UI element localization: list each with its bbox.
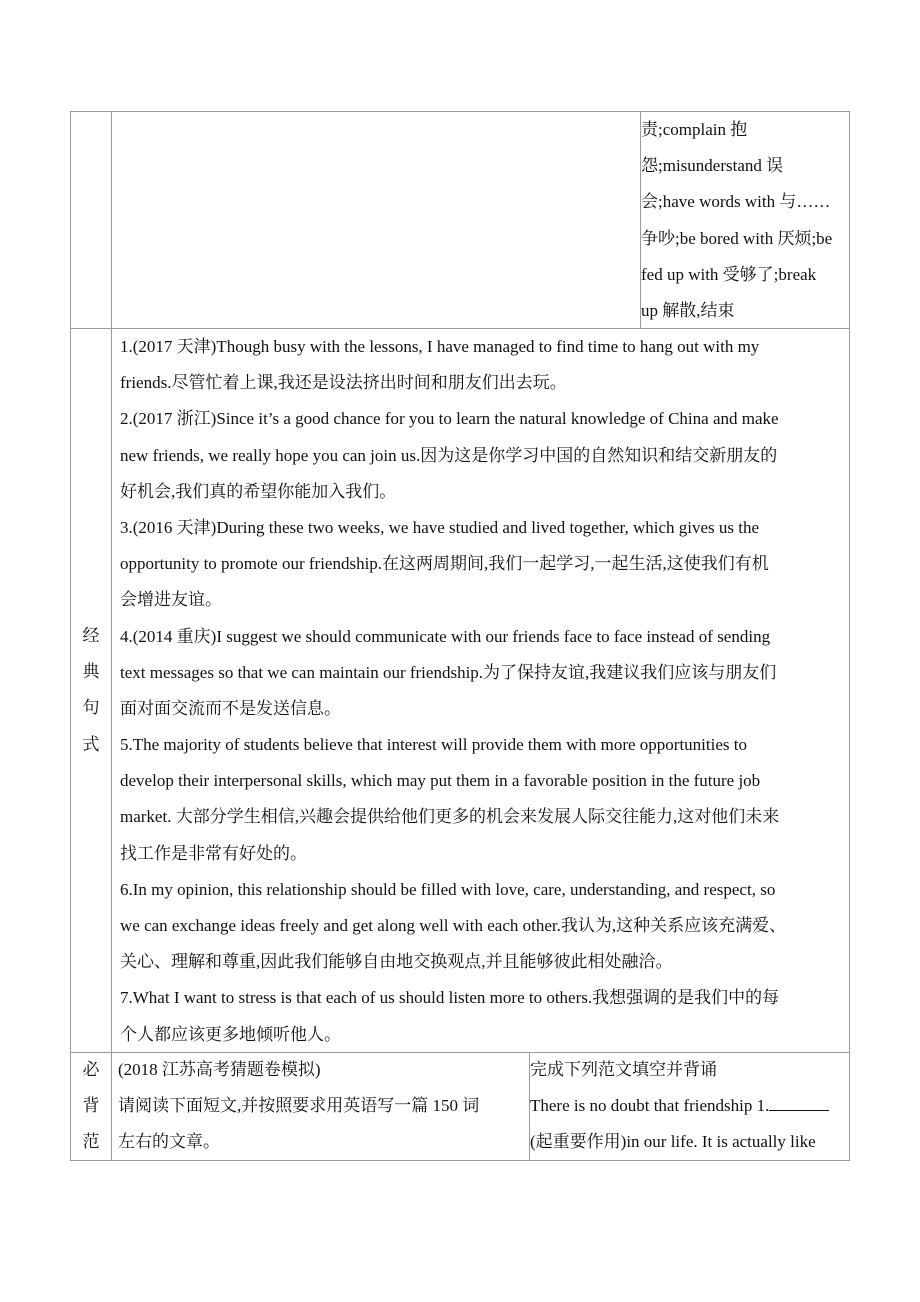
vocab-line: 争吵;be bored with 厌烦;be — [641, 228, 833, 248]
label-char: 典 — [82, 662, 100, 682]
label-column-divider — [111, 111, 112, 1161]
prompt-line: 请阅读下面短文,并按照要求用英语写一篇 150 词 — [118, 1096, 480, 1116]
vocab-line: fed up with 受够了;break — [641, 264, 817, 284]
section-label-model-essay — [71, 1052, 111, 1161]
label-char: 句 — [82, 698, 100, 718]
vocab-line: up 解散,结束 — [641, 300, 735, 320]
fill-blank-1[interactable] — [769, 1096, 829, 1111]
sentence-line: we can exchange ideas freely and get along well with each other.我认为,这种关系应该充满爱、 — [120, 916, 787, 935]
sentence-line: new friends, we really hope you can join us.因为这是你学习中国的自然知识和结交新朋友的 — [120, 445, 778, 465]
sentence-line: market. 大部分学生相信,兴趣会提供给他们更多的机会来发展人际交往能力,这对他们未来 — [120, 807, 780, 827]
fill-line-1 — [530, 1088, 850, 1124]
sentence-line: 关心、理解和尊重,因此我们能够自由地交换观点,并且能够彼此相处融洽。 — [120, 952, 673, 972]
vocab-cell — [641, 112, 853, 329]
sentence-line: 2.(2017 浙江)Since it’s a good chance for you to learn the natural knowledge of China and make — [120, 409, 779, 429]
label-char: 必 — [82, 1060, 100, 1079]
model-prompt-cell — [118, 1052, 528, 1161]
sentence-line: 找工作是非常有好处的。 — [120, 843, 307, 863]
fill-instruction: 完成下列范文填空并背诵 — [530, 1060, 717, 1079]
label-char: 经 — [82, 626, 100, 645]
fill-line-2: (起重要作用)in our life. It is actually like — [530, 1132, 816, 1152]
label-char: 范 — [82, 1132, 100, 1152]
model-fill-cell — [530, 1052, 850, 1161]
vocab-line: 会;have words with 与…… — [641, 192, 831, 212]
sentence-line: 好机会,我们真的希望你能加入我们。 — [120, 481, 397, 501]
sentence-line: opportunity to promote our friendship.在这两周期间,我们一起学习,一起生活,这使我们有机 — [120, 554, 769, 574]
sentence-line: 面对面交流而不是发送信息。 — [120, 698, 341, 718]
vocab-line: 怨;misunderstand 误 — [641, 156, 784, 176]
sentence-line: 3.(2016 天津)During these two weeks, we have studied and lived together, which gives us the — [120, 517, 760, 537]
vocab-line: 责;complain 抱 — [641, 120, 748, 139]
prompt-line: (2018 江苏高考猜题卷模拟) — [118, 1060, 321, 1079]
sentence-line: text messages so that we can maintain our friendship.为了保持友谊,我建议我们应该与朋友们 — [120, 662, 777, 682]
fill-text: There is no doubt that friendship 1. — [530, 1096, 770, 1116]
sentence-line: 5.The majority of students believe that interest will provide them with more opportunities to — [120, 735, 747, 755]
prompt-line: 左右的文章。 — [118, 1132, 220, 1152]
label-char: 背 — [82, 1096, 100, 1116]
sentence-line: 4.(2014 重庆)I suggest we should communicate with our friends face to face instead of sending — [120, 626, 771, 646]
sentence-line: 6.In my opinion, this relationship should be filled with love, care, understanding, and respect, so — [120, 879, 776, 899]
sentence-line: 1.(2017 天津)Though busy with the lessons, I have managed to find time to hang out with my — [120, 337, 760, 356]
classic-sentences-cell — [120, 329, 848, 1053]
sentence-line: friends.尽管忙着上课,我还是设法挤出时间和朋友们出去玩。 — [120, 373, 567, 393]
sentence-line: 7.What I want to stress is that each of us should listen more to others.我想强调的是我们中的每 — [120, 988, 780, 1008]
sentence-line: develop their interpersonal skills, which may put them in a favorable position in the future job — [120, 771, 761, 791]
label-char: 式 — [82, 734, 100, 754]
sentence-line: 个人都应该更多地倾听他人。 — [120, 1024, 341, 1044]
section-label-classic-sentences — [71, 618, 111, 763]
sentence-line: 会增进友谊。 — [120, 590, 222, 610]
